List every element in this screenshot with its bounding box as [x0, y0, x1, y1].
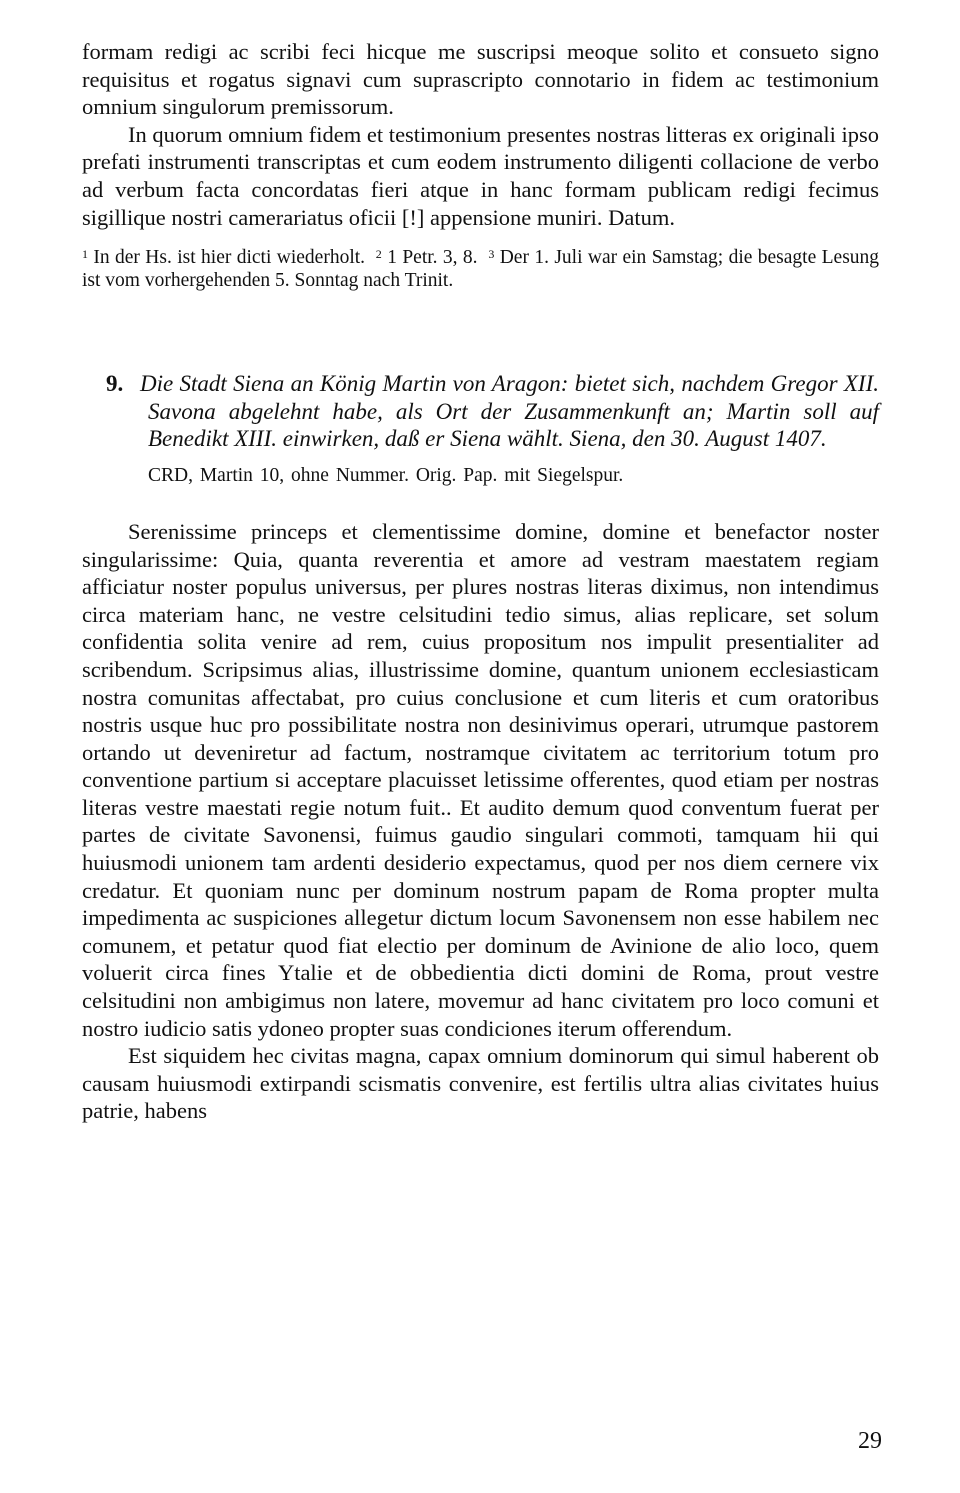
letter-paragraph-1: Serenissime princeps et clementissime domine, domine et benefactor noster singularissime: Quia, quanta reverentia et amore ad vestram maestatem regiam afficiatur noster populus universus, per plures nostras literas diximus, non intendimus circa materiam hanc, ne vestre celsitudini tedio simus, alias replicare, set solum confidentia solita venire ad rem, cuius propositum nos impulit presentialiter ad scribendum. Scripsimus alias, illustrissime domine, quantum unionem ecclesiasticam nostra comunitas affectabat, pro cuius conclusione et cum literis et cum oratoribus nostris usque huc pro possibilitate nostra non desinivimus operari, utrumque pastorem ortando ut deveniretur ad factum, nostramque civitatem ac territorium totum pro conventione partium si acceptare placuisset letissime offerentes, quod etiam per nostras literas vestre maestati regie notum fuit.. Et audito demum quod conventum fuerat per partes de civitate Savonensi, fuimus gaudio singulari commoti, tamquam hii qui huiusmodi unionem tam ardenti desiderio expectamus, quod per nos diem cernere vix credatur. Et quoniam nunc per dominum nostrum papam de Roma propter multa impedimenta ac suspiciones allegetur dictum locum Savonensem non esse habilem nec comunem, et petatur quod fiat electio per dominum de Avinione de alio loco, quem voluerit circa fines Ytalie et de obbedientia dicti domini de Roma, prout vestre celsitudini non ambigimus non latere, movemur ad hanc civitatem pro loco comuni et nostro iudicio satis ydoneo propter suas condiciones iterum offerendum. [82, 518, 879, 1041]
document-title: Die Stadt Siena an König Martin von Aragon: bietet sich, nachdem Gregor XII. Savona abgelehnt habe, als Ort der Zusammenkunft an; Martin soll auf Benedikt XIII. einwirken, daß er Siena wählt. Siena, den 30. August 1407. [140, 371, 879, 452]
intro-paragraph: formam redigi ac scribi feci hicque me suscripsi meoque solito et consueto signo requisitus et rogatus signavi cum suprascripto connotario in fidem ac testimonium omnium singulorum premissorum. [82, 39, 879, 120]
footnote-1: In der Hs. ist hier dicti wiederholt. [93, 247, 366, 269]
footnote-mark-3: 3 [488, 247, 495, 262]
footnote-mark-1: 1 [82, 247, 88, 262]
letter-paragraph-2: Est siquidem hec civitas magna, capax omnium dominorum qui simul haberent ob causam huiusmodi extirpandi scismatis convenire, est fertilis ultra alias civitates huius patrie, habens [82, 1043, 879, 1124]
closing-paragraph: In quorum omnium fidem et testimonium presentes nostras litteras ex originali ipso prefati instrumenti transcriptas et cum eodem instrumento diligenti collacione de verbo ad verbum facta concordatas fieri atque in hanc formam publicam redigi fecimus sigillique nostri camerariatus oficii [!] appensione muniri. Datum. [82, 121, 879, 230]
document-heading [82, 370, 879, 453]
document-number: 9. [106, 371, 124, 397]
footnote-mark-2: 2 [375, 247, 382, 262]
page-number: 29 [858, 1428, 882, 1454]
footnote-2: 1 Petr. 3, 8. [387, 247, 478, 269]
letter-text [82, 518, 879, 1125]
footnote-3: Der 1. Juli war ein Samstag; die besagte Lesung ist vom vorhergehenden 5. Sonntag nach Trinit. [82, 247, 880, 291]
footnotes [82, 243, 879, 292]
document-source: CRD, Martin 10, ohne Nummer. Orig. Pap. mit Siegelspur. [148, 464, 624, 486]
page-body [82, 38, 879, 1125]
